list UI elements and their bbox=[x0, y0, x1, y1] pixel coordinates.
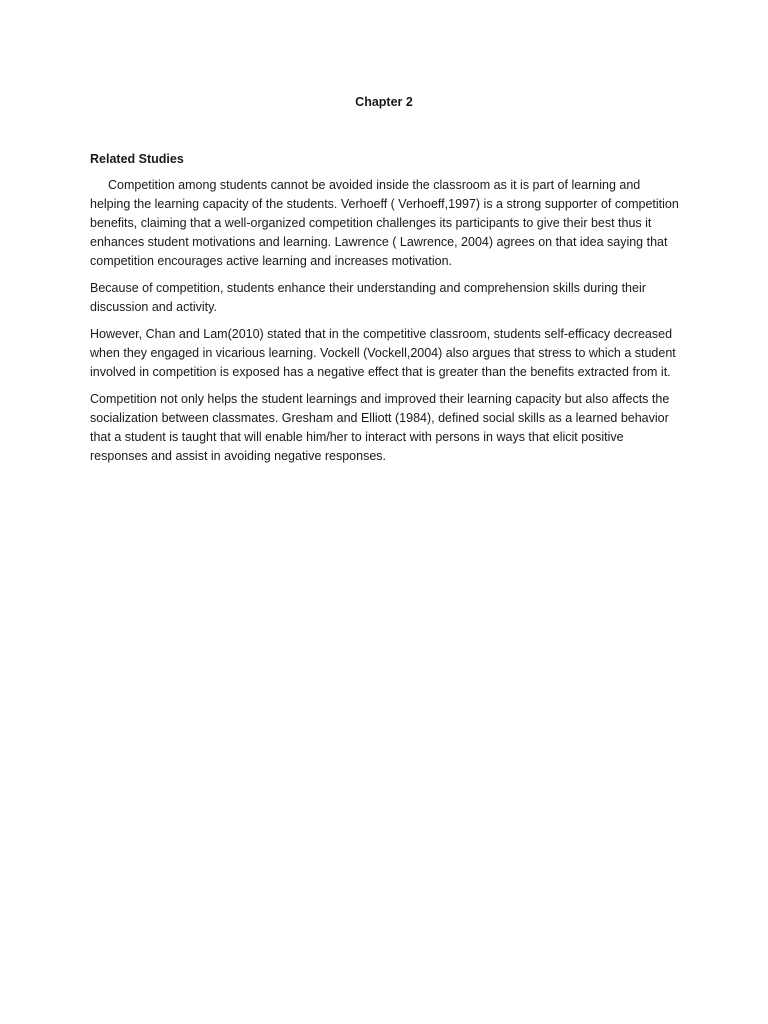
chapter-title: Chapter 2 bbox=[355, 95, 413, 109]
paragraph-1: Competition among students cannot be avoided inside the classroom as it is part of learning and helping the learning capacity of the students. Verhoeff ( Verhoeff,1997) is a strong supporter of competition benefits, claiming that a well-organized competition challenges its participants to give their best thus it enhances student motivations and learning. Lawrence ( Lawrence, 2004) agrees on that idea saying that competition encourages active learning and increases motivation. bbox=[90, 178, 679, 268]
paragraph-4: Competition not only helps the student learnings and improved their learning capacity but also affects the socialization between classmates. Gresham and Elliott (1984), defined social skills as a learned behavior that a student is taught that will enable him/her to interact with persons in ways that elicit positive responses and assist in avoiding negative responses. bbox=[90, 392, 670, 463]
document-body bbox=[90, 151, 682, 474]
paragraph-3: However, Chan and Lam(2010) stated that in the competitive classroom, students self-efficacy decreased when they engaged in vicarious learning. Vockell (Vockell,2004) also argues that stress to which a student involved in competition is exposed has a negative effect that is greater than the benefits extracted from it. bbox=[90, 327, 676, 379]
paragraph-2: Because of competition, students enhance their understanding and comprehension skills during their discussion and activity. bbox=[90, 281, 646, 314]
section-heading: Related Studies bbox=[90, 152, 184, 166]
